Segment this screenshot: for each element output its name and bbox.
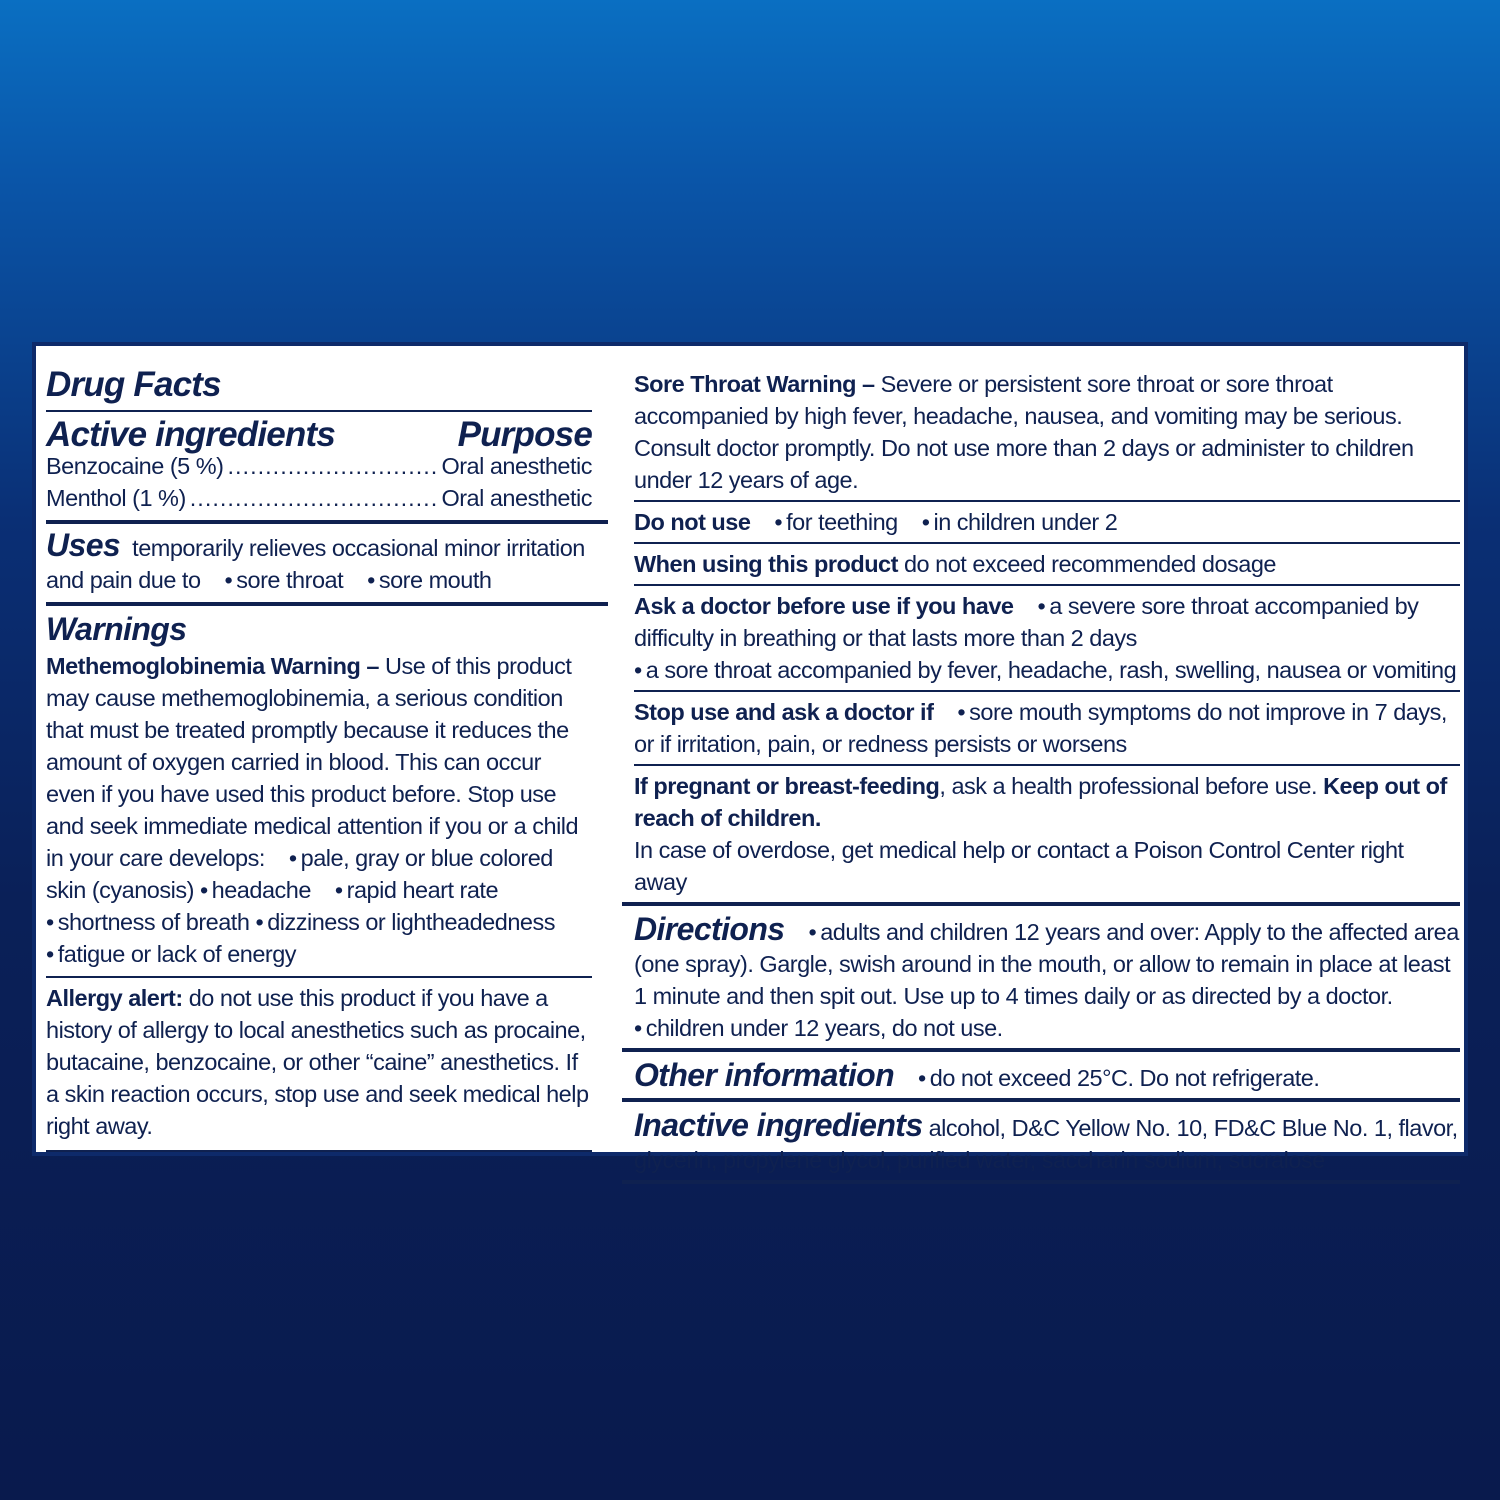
- drug-facts-title: Drug Facts: [46, 365, 221, 404]
- pregnant-text: , ask a health professional before use.: [939, 773, 1318, 799]
- stop-use-section: [634, 692, 1460, 764]
- pregnancy-section: [634, 766, 1460, 902]
- ask-doctor-bullet: • a sore throat accompanied by fever, headache, rash, swelling, nausea or vomiting: [634, 657, 1456, 683]
- divider: [622, 1180, 1460, 1184]
- other-info-heading: Other information: [634, 1057, 895, 1093]
- do-not-use-section: [634, 502, 1460, 542]
- left-column: [46, 364, 592, 1158]
- when-using-section: [634, 544, 1460, 584]
- purpose-heading: Purpose: [457, 415, 592, 454]
- inactive-text: alcohol, D&C Yellow No. 10, FD&C Blue No. 1, flavor, glycerin, propylene glycol, purified water, saccharin sodium, sucralose: [634, 1115, 1458, 1173]
- uses-bullet: • sore throat: [225, 567, 344, 593]
- sore-throat-warning: [634, 364, 1460, 500]
- inactive-heading: Inactive ingredients: [634, 1107, 923, 1143]
- pregnant-label: If pregnant or breast-feeding: [634, 773, 940, 799]
- meth-bullet: • pale, gray or blue colored skin (cyanosis): [46, 845, 553, 903]
- uses-heading: Uses: [46, 527, 121, 563]
- meth-warning-text: Use of this product may cause methemoglobinemia, a serious condition that must be treated promptly because it reduces the amount of oxygen carried in blood. This can occur even if you have used this product before. Stop use and seek immediate medical attention if you or a child in your care develops:: [46, 653, 579, 871]
- ingredient-name: Menthol (1 %): [46, 485, 186, 511]
- when-using-label: When using this product: [634, 551, 898, 577]
- right-column: [634, 364, 1460, 1184]
- when-using-text: do not exceed recommended dosage: [903, 551, 1276, 577]
- meth-bullet: • fatigue or lack of energy: [46, 941, 296, 967]
- directions-bullet: • adults and children 12 years and over: Apply to the affected area (one spray). Gargle, swish around in the mouth, or allow to remain in place at least 1 minute and then spit out. Use up to 4 times daily or as directed by a doctor.: [634, 919, 1459, 1009]
- ask-doctor-label: Ask a doctor before use if you have: [634, 593, 1014, 619]
- other-info-bullet: • do not exceed 25°C. Do not refrigerate.: [918, 1065, 1319, 1091]
- directions-section: [634, 906, 1460, 1048]
- uses-section: [46, 524, 592, 602]
- sore-throat-label: Sore Throat Warning –: [634, 371, 875, 397]
- sore-throat-text: Severe or persistent sore throat or sore throat accompanied by high fever, headache, nausea, and vomiting may be serious. Consult doctor promptly. Do not use more than 2 days or administer to children under 12 years of age.: [634, 371, 1414, 493]
- directions-heading: Directions: [634, 911, 785, 947]
- ask-doctor-section: [634, 586, 1460, 690]
- divider: [46, 410, 592, 412]
- warnings-section: [46, 606, 592, 1158]
- allergy-alert-text: do not use this product if you have a history of allergy to local anesthetics such as procaine, butacaine, benzocaine, or other “caine” anesthetics. If a skin reaction occurs, stop use and seek medical help right away.: [46, 985, 589, 1139]
- do-not-use-label: Do not use: [634, 509, 751, 535]
- stop-use-bullet: • sore mouth symptoms do not improve in 7 days, or if irritation, pain, or redness persists or worsens: [634, 699, 1447, 757]
- inactive-ingredients-section: [634, 1102, 1460, 1180]
- ingredient-row: [46, 450, 592, 482]
- ingredient-purpose: Oral anesthetic: [441, 485, 592, 511]
- stop-use-label: Stop use and ask a doctor if: [634, 699, 934, 725]
- uses-bullet: • sore mouth: [367, 567, 491, 593]
- uses-text: temporarily relieves occasional minor irritation and pain due to: [46, 535, 585, 593]
- meth-bullet: • headache: [200, 877, 311, 903]
- ingredient-purpose: Oral anesthetic: [441, 453, 592, 479]
- do-not-use-bullet: • for teething: [774, 509, 897, 535]
- ingredient-name: Benzocaine (5 %): [46, 453, 224, 479]
- drug-facts-panel: [32, 342, 1468, 1173]
- overdose-text: In case of overdose, get medical help or contact a Poison Control Center right away: [634, 837, 1404, 895]
- allergy-alert-label: Allergy alert:: [46, 985, 183, 1011]
- dot-leader: [190, 482, 438, 514]
- keep-out-text: Keep out of reach of children.: [634, 773, 1447, 831]
- meth-warning-label: Methemoglobinemia Warning –: [46, 653, 379, 679]
- ask-doctor-bullet: • a severe sore throat accompanied by difficulty in breathing or that lasts more than 2 days: [634, 593, 1418, 651]
- meth-bullet: • rapid heart rate: [335, 877, 498, 903]
- meth-bullet: • shortness of breath: [46, 909, 249, 935]
- active-ingredients-heading: Active ingredients: [46, 415, 336, 454]
- dot-leader: [228, 450, 438, 482]
- do-not-use-bullet: • in children under 2: [922, 509, 1118, 535]
- warnings-heading: Warnings: [46, 611, 187, 647]
- divider: [46, 1150, 592, 1152]
- directions-bullet: • children under 12 years, do not use.: [634, 1015, 1003, 1041]
- other-info-section: [634, 1052, 1460, 1098]
- ingredient-row: [46, 482, 592, 514]
- divider: [46, 976, 592, 978]
- meth-bullet: • dizziness or lightheadedness: [255, 909, 555, 935]
